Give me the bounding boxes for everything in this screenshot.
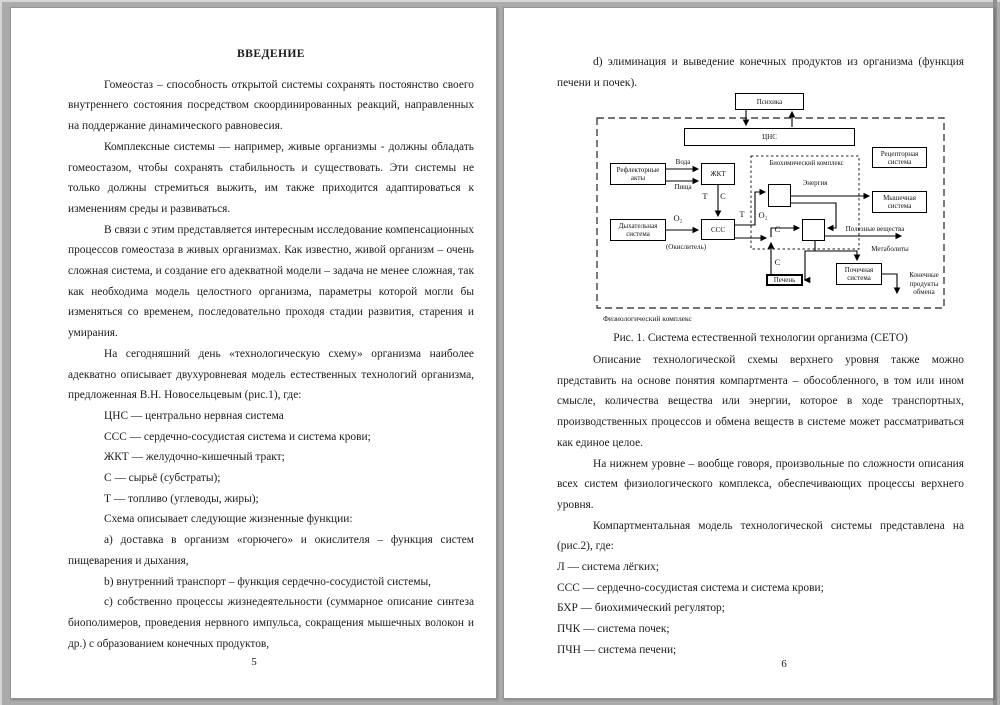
definition-item: Т — топливо (углеводы, жиры); [104,492,259,505]
definition-item: ССС — сердечно-сосудистая система и система крови; [557,581,824,594]
list-item-b: b) внутренний транспорт – функция сердечно-сосудистой системы, [104,575,431,588]
definition-item: ПЧН — система печени; [557,643,677,656]
cns-box: ЦНС [684,128,855,146]
right-text-column [557,350,964,661]
fuel-t2-label: Т [739,209,745,219]
biochem-unit-2-box [802,219,825,241]
substrate-c-label: С [720,191,726,201]
useful-substances-label: Полезные вещества [845,225,905,233]
kidney-system-box: Почечная система [836,263,882,285]
document-page-left [10,7,497,699]
paragraph: Гомеостаз – способность открытой системы сохранять постоянство своего внутреннего состояния посредством скоординированных реакций, направленных на поддержание динамического равновесия. [68,78,474,133]
paragraph: На сегодняшний день «технологическую схему» организма наиболее адекватно описывает двухуровневая модель естественных технологий организма, предложенная В.Н. Новосельцевым (рис.1), где: [68,347,474,402]
definition-item: Л — система лёгких; [557,561,659,574]
muscle-system-box: Мышечная система [872,191,927,213]
definition-item: ЖКТ — желудочно-кишечный тракт; [104,451,285,464]
paragraph: В связи с этим представляется интересным исследование компенсационных процессов гомеостаза в живых организмах. Как известно, живой организм – очень сложная система, и создание его адекватной модели – задача не менее сложная, так как необходима модель целостного организма, параметры которой могли бы изменяться со временем, последовательно проходя стадии развития, старения и умирания. [68,223,474,340]
psyche-box: Психика [735,93,804,110]
reflex-acts-box: Рефлекторные акты [610,163,666,185]
figure-1-diagram [589,86,945,330]
definition-item: ЦНС — центрально нервная система [104,409,284,422]
git-box: ЖКТ [701,163,735,185]
fuel-t-label: Т [702,191,708,201]
substrate-c2-label: С [774,224,781,234]
definition-item: С — сырьё (субстраты); [104,472,221,485]
definition-item: ССС — сердечно-сосудистая система и система крови; [104,430,371,443]
oxygen-label-2: О₂ [758,210,768,220]
physiological-complex-label: Физиологический комплекс [603,314,692,323]
list-item-a: a) доставка в организм «горючего» и окислителя – функция систем пищеварения и дыхания, [68,534,474,567]
water-flow-label: Вода [675,158,691,166]
respiratory-system-box: Дыхательная система [610,219,666,241]
document-page-right [503,7,994,699]
liver-box: Печень [766,274,803,286]
figure-1-caption: Рис. 1. Система естественной технологии организма (СЕТО) [613,332,908,344]
final-products-label: Конечные продукты обмена [909,271,939,296]
paragraph: Компартментальная модель технологической системы представлена на (рис.2), где: [557,519,964,553]
receptor-system-box: Рецепторная система [872,147,927,168]
definition-item: БХР — биохимический регулятор; [557,602,725,615]
oxygen-label-1: О₂ [673,213,683,223]
page-number: 6 [781,658,787,670]
paragraph: Комплексные системы — например, живые организмы - должны обладать гомеостазом, чтобы сохранять стабильность и существовать. Эти системы не только должны стремиться выжить, им также приходится адаптироваться к изменениям среды и развиваться. [68,140,474,215]
substrate-c3-label: С [774,257,781,267]
biochem-unit-1-box [768,184,791,207]
list-item-d: d) элиминация и выведение конечных продуктов из организма (функция печени и почек). [557,56,964,89]
paragraph: Схема описывает следующие жизненные функции: [104,513,353,526]
metabolites-label: Метаболиты [871,245,909,253]
left-text-column [68,44,474,654]
oxidizer-label: (Окислитель) [665,243,707,251]
paragraph: Описание технологической схемы верхнего уровня также можно представить на основе понятия компартмента – обособленного, в том или ином смысле, количества вещества или энергии, которое в ходе транспортных, производственных процессов и обмена веществ в системе может рассматриваться как единое целое. [557,354,964,449]
definition-item: ПЧК — система почек; [557,623,670,636]
food-flow-label: Пища [674,183,692,191]
paragraph: На нижнем уровне – вообще говоря, произвольные по сложности описания всех систем физиологического комплекса, обеспечивающих процессы верхнего уровня. [557,457,964,511]
list-item-c: c) собственно процессы жизнедеятельности (суммарное описание синтеза биополимеров, проведения нервного импульса, сокращения мышечных волокон и др.) с образованием конечных продуктов, [68,596,474,650]
section-title: ВВЕДЕНИЕ [237,47,305,60]
biochemical-complex-label: Биохимический комплекс [769,160,844,167]
energy-flow-label: Энергия [802,179,828,187]
page-number: 5 [251,656,257,668]
sss-box: ССС [701,219,735,240]
